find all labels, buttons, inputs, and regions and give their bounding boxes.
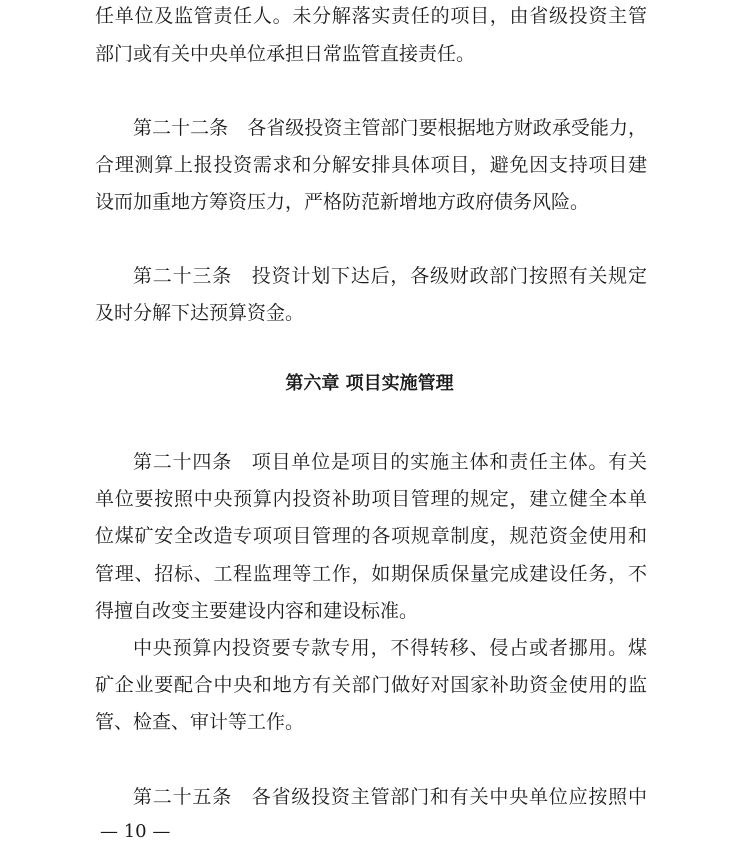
article-24-para2-line-3: 管、检查、审计等工作。 (95, 711, 305, 733)
article-25-line-1: 第二十五条 各省级投资主管部门和有关中央单位应按照中 (133, 786, 647, 808)
article-22-line-3: 设而加重地方筹资压力，严格防范新增地方政府债务风险。 (95, 191, 590, 213)
article-24-para2-line-1: 中央预算内投资要专款专用，不得转移、侵占或者挪用。煤 (133, 637, 647, 659)
article-24-line-3: 位煤矿安全改造专项项目管理的各项规章制度，规范资金使用和 (95, 525, 647, 547)
article-24-line-1: 第二十四条 项目单位是项目的实施主体和责任主体。有关 (133, 451, 647, 473)
intro-line-1: 任单位及监管责任人。未分解落实责任的项目，由省级投资主管 (95, 5, 647, 27)
article-23-line-1: 第二十三条 投资计划下达后，各级财政部门按照有关规定 (133, 265, 647, 287)
chapter-heading: 第六章 项目实施管理 (285, 373, 454, 394)
article-24-line-4: 管理、招标、工程监理等工作，如期保质保量完成建设任务，不 (95, 563, 647, 585)
page-number: — 10 — (100, 821, 171, 842)
article-24-line-5: 得擅自改变主要建设内容和建设标准。 (95, 600, 419, 622)
article-24-para2-line-2: 矿企业要配合中央和地方有关部门做好对国家补助资金使用的监 (95, 674, 647, 696)
intro-line-2: 部门或有关中央单位承担日常监管直接责任。 (95, 43, 476, 65)
article-24-line-2: 单位要按照中央预算内投资补助项目管理的规定，建立健全本单 (95, 488, 647, 510)
article-22-line-2: 合理测算上报投资需求和分解安排具体项目，避免因支持项目建 (95, 154, 647, 176)
article-22-line-1: 第二十二条 各省级投资主管部门要根据地方财政承受能力， (133, 117, 647, 139)
article-23-line-2: 及时分解下达预算资金。 (95, 302, 305, 324)
